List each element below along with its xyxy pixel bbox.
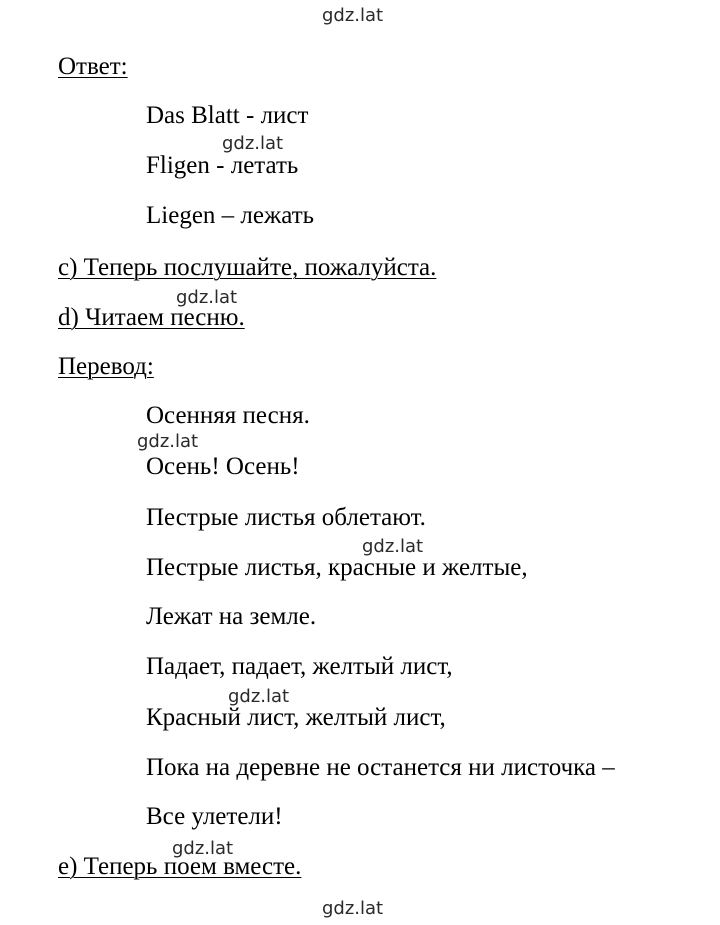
answer-line: Liegen – лежать <box>146 202 315 229</box>
answer-heading: Ответ: <box>58 53 128 80</box>
watermark-bottom: gdz.lat <box>322 898 384 919</box>
watermark-top: gdz.lat <box>322 5 384 26</box>
watermark: gdz.lat <box>228 686 290 707</box>
poem-line: Падает, падает, желтый лист, <box>146 653 453 680</box>
poem-line: Красный лист, желтый лист, <box>146 704 446 731</box>
poem-line: Осень! Осень! <box>146 453 300 480</box>
watermark: gdz.lat <box>137 431 199 452</box>
poem-line: Все улетели! <box>146 803 283 830</box>
section-d-heading: d) Читаем песню. <box>58 304 245 331</box>
poem-line: Осенняя песня. <box>146 402 310 429</box>
poem-line: Пока на деревне не останется ни листочка – <box>146 754 615 781</box>
section-e-heading: e) Теперь поем вместе. <box>58 853 302 880</box>
watermark: gdz.lat <box>362 536 424 557</box>
poem-line: Лежат на земле. <box>146 603 317 630</box>
watermark: gdz.lat <box>222 133 284 154</box>
translation-heading: Перевод: <box>58 353 154 380</box>
watermark: gdz.lat <box>176 287 238 308</box>
poem-line: Пестрые листья, красные и желтые, <box>146 554 528 581</box>
section-c-heading: c) Теперь послушайте, пожалуйста. <box>58 254 437 281</box>
answer-line: Das Blatt - лист <box>146 102 309 129</box>
poem-line: Пестрые листья облетают. <box>146 504 426 531</box>
answer-line: Fligen - летать <box>146 152 299 179</box>
watermark: gdz.lat <box>172 838 234 859</box>
